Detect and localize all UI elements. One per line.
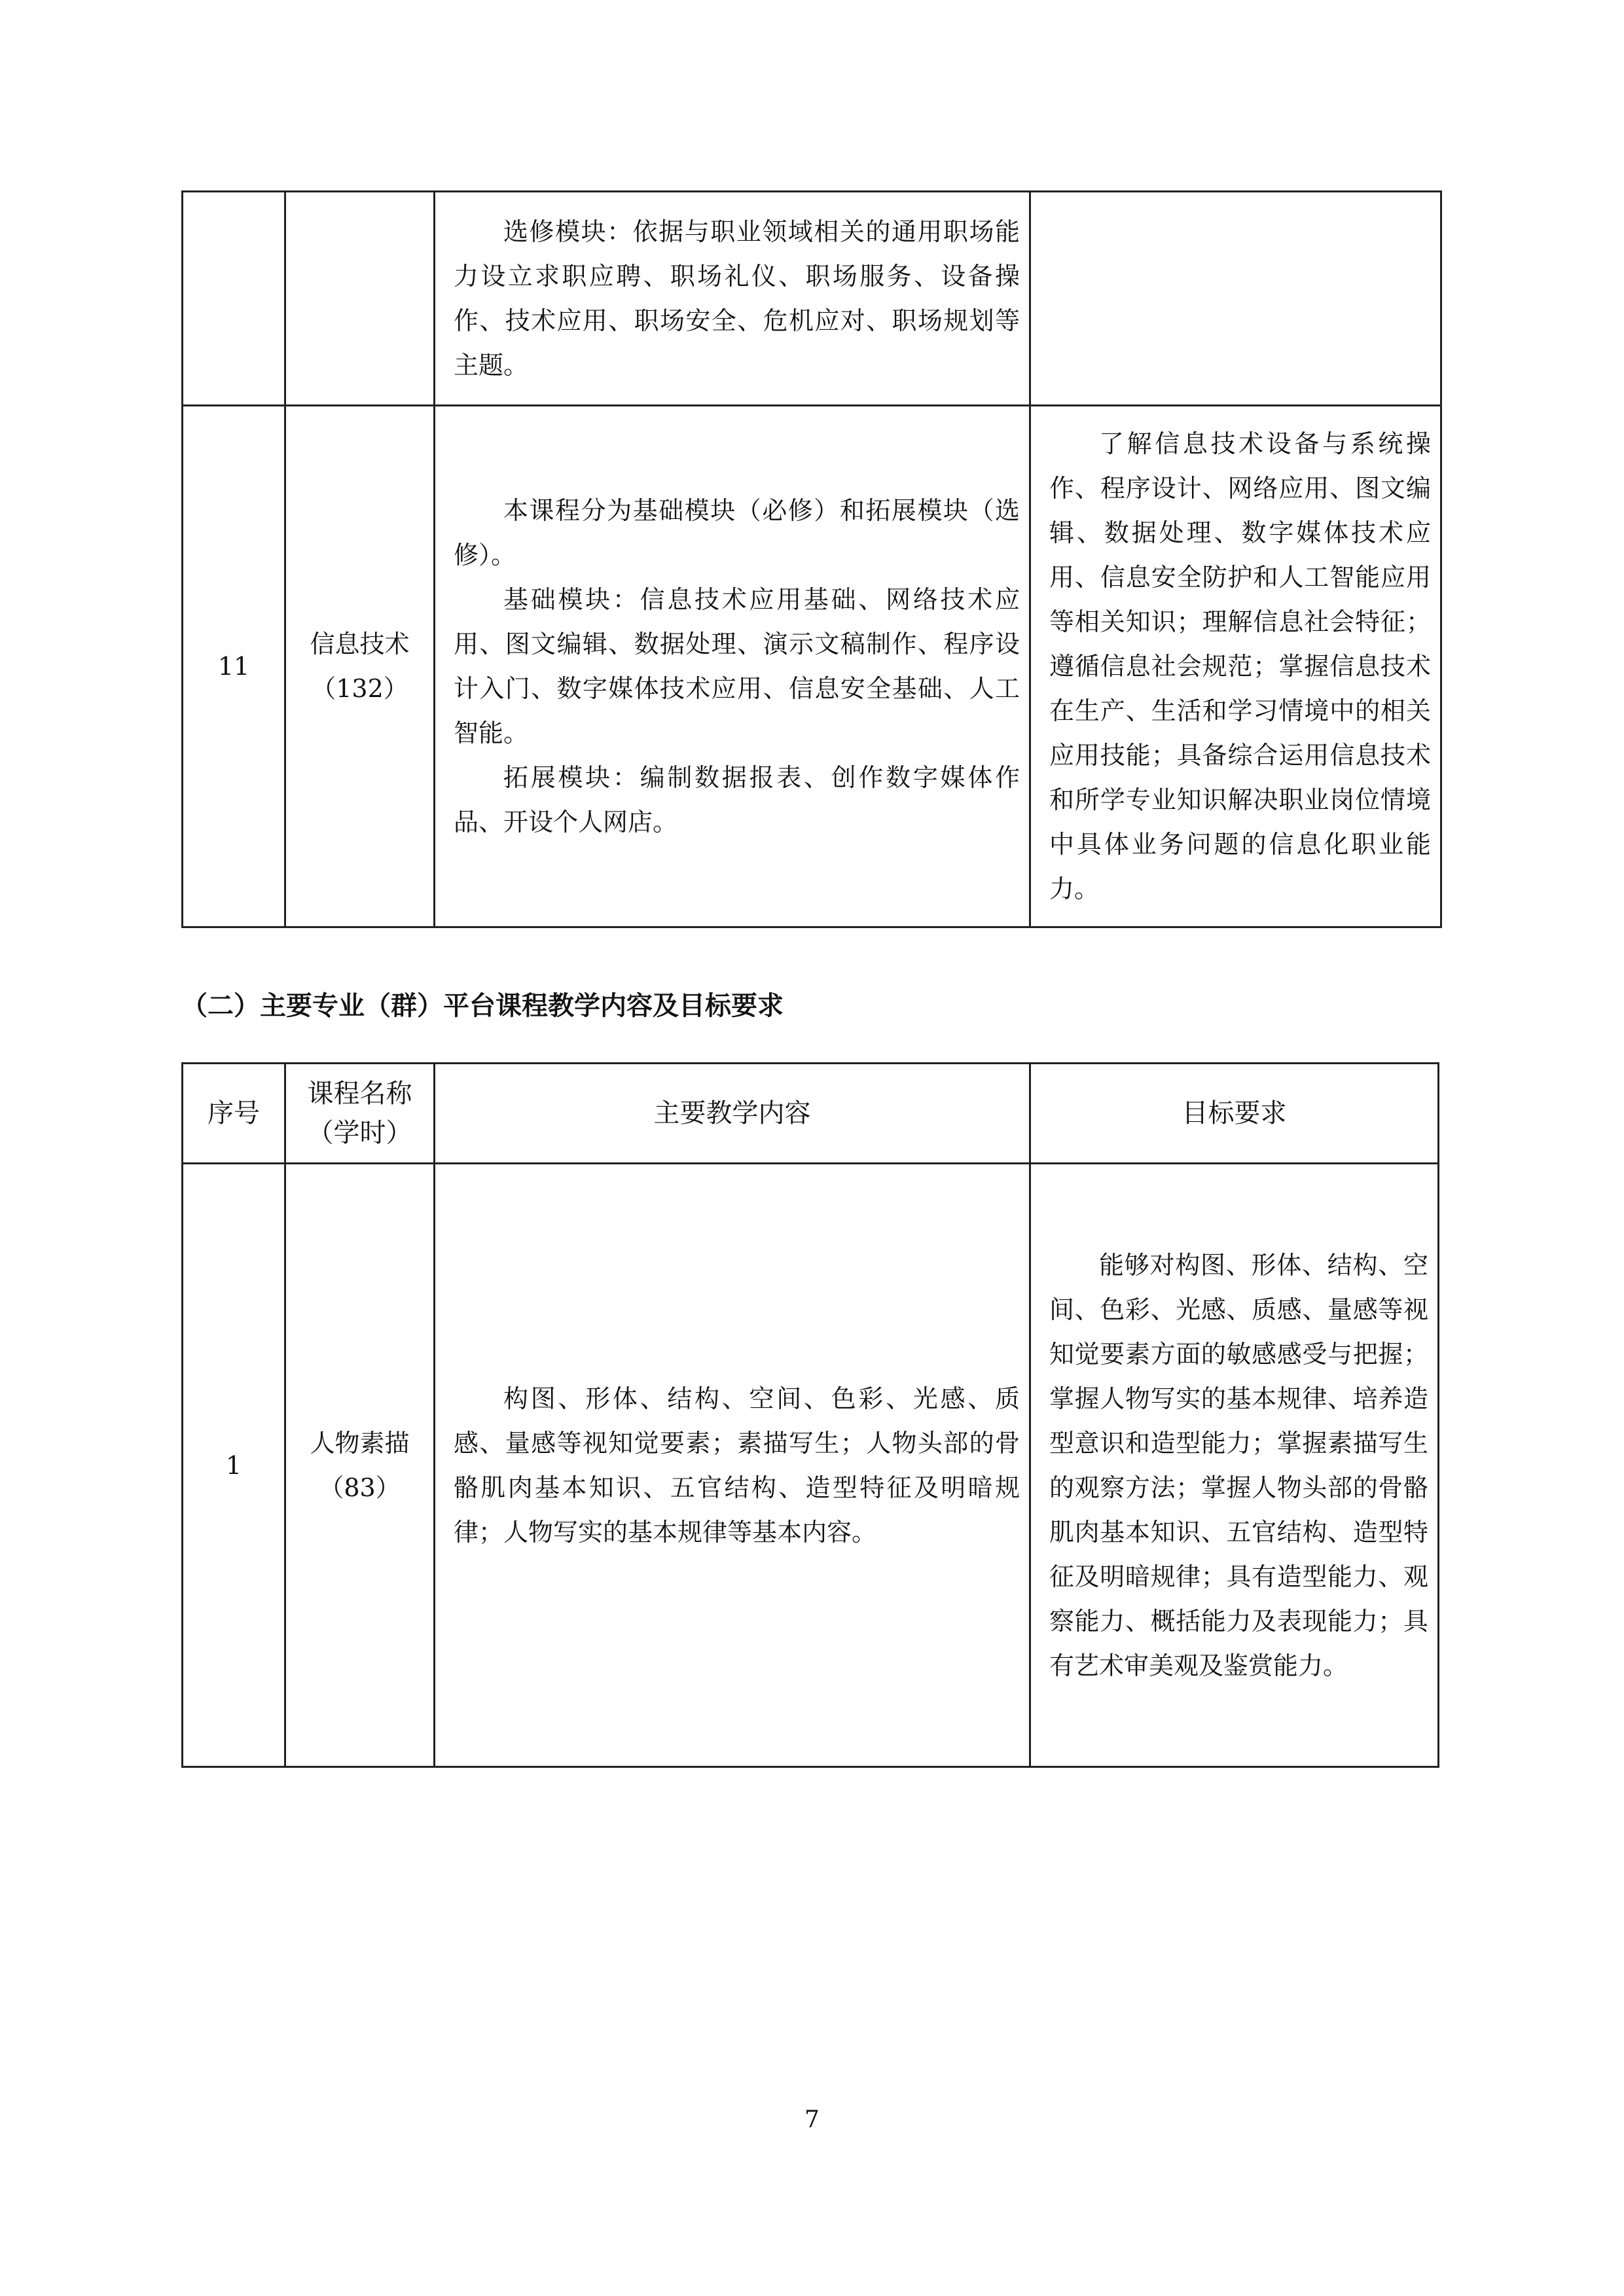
course-hours: （83） [319,1473,401,1502]
table-row [183,1164,1439,1767]
goal-paragraph: 了解信息技术设备与系统操作、程序设计、网络应用、图文编辑、数据处理、数字媒体技术应用、信息安全防护和人工智能应用等相关知识；理解信息社会特征；遵循信息社会规范；掌握信息技术在生产、生活和学习情境中的相关应用技能；具备综合运用信息技术和所学专业知识解决职业岗位情境中具体业务问题的信息化职业能力。 [1049,429,1431,903]
header-course-name-line2: （学时） [307,1118,412,1148]
content-cell [435,1164,1030,1767]
goal-cell [1030,1164,1439,1767]
course-name-cell [285,192,435,406]
header-goal: 目标要求 [1030,1064,1439,1164]
course-name-cell [285,406,435,927]
header-content: 主要教学内容 [435,1064,1030,1164]
content-paragraph: 基础模块：信息技术应用基础、网络技术应用、图文编辑、数据处理、演示文稿制作、程序设计入门、数字媒体技术应用、信息安全基础、人工智能。 [454,585,1020,747]
content-cell [435,192,1030,406]
row-number-cell: 11 [183,406,285,927]
content-paragraph: 选修模块：依据与职业领域相关的通用职场能力设立求职应聘、职场礼仪、职场服务、设备操作、技术应用、职场安全、危机应对、职场规划等主题。 [454,217,1020,380]
content-paragraph: 拓展模块：编制数据报表、创作数字媒体作品、开设个人网店。 [454,763,1020,836]
course-hours: （132） [311,674,408,703]
header-number: 序号 [183,1064,285,1164]
course-name-cell [285,1164,435,1767]
course-name: 信息技术 [310,630,410,658]
table-row [183,192,1441,406]
row-number-cell: 1 [183,1164,285,1767]
row-number-cell [183,192,285,406]
content-cell [435,406,1030,927]
course-name: 人物素描 [310,1428,410,1458]
platform-course-table [181,1062,1439,1768]
content-paragraph: 构图、形体、结构、空间、色彩、光感、质感、量感等视知觉要素；素描写生；人物头部的骨骼肌肉基本知识、五官结构、造型特征及明暗规律；人物写实的基本规律等基本内容。 [454,1384,1020,1547]
goal-cell [1030,406,1441,927]
goal-cell [1030,192,1441,406]
section-heading: （二）主要专业（群）平台课程教学内容及目标要求 [181,991,784,1021]
content-paragraph: 本课程分为基础模块（必修）和拓展模块（选修）。 [454,496,1020,569]
table-row [183,406,1441,927]
page-number: 7 [804,2106,820,2133]
header-course-name [285,1064,435,1164]
header-course-name-line1: 课程名称 [307,1079,412,1109]
table-header-row [183,1064,1439,1164]
course-table-continued [181,190,1442,928]
goal-paragraph: 能够对构图、形体、结构、空间、色彩、光感、质感、量感等视知觉要素方面的敏感感受与把握；掌握人物写实的基本规律、培养造型意识和造型能力；掌握素描写生的观察方法；掌握人物头部的骨骼肌肉基本知识、五官结构、造型特征及明暗规律；具有造型能力、观察能力、概括能力及表现能力；具有艺术审美观及鉴赏能力。 [1049,1250,1428,1680]
